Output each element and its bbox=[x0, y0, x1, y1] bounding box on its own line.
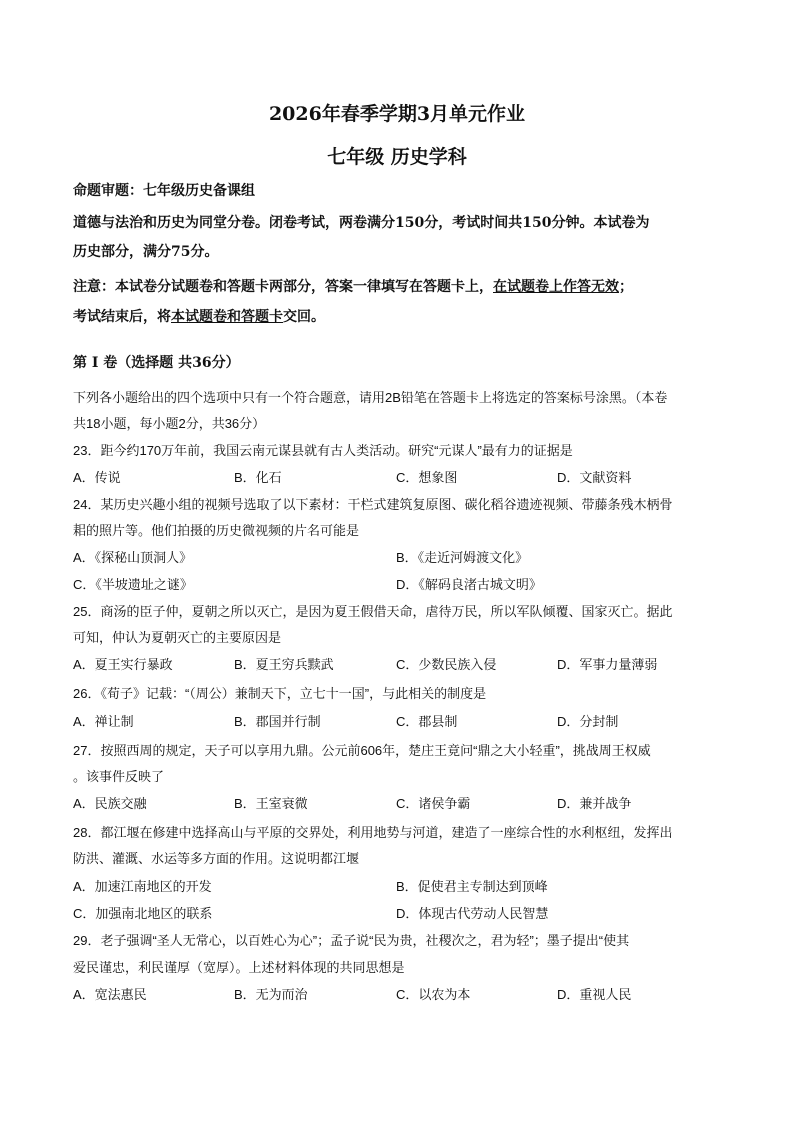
question-28-option-b: B．促使君主专制达到顶峰 bbox=[396, 879, 548, 894]
question-27-option-d: D．兼并战争 bbox=[557, 796, 632, 811]
question-26-stem: 26．《荀子》记载：“（周公）兼制天下，立七十一国”，与此相关的制度是 bbox=[73, 686, 487, 701]
notice-line-1 bbox=[73, 276, 633, 296]
notice2-underlined: 本试题卷和答题卡 bbox=[171, 309, 283, 325]
question-27-stem-1: 27．按照西周的规定，天子可以享用九鼎。公元前606年，楚庄王竟问“鼎之大小轻重”，挑战周王权威 bbox=[73, 743, 651, 758]
notice2-end: 交回。 bbox=[283, 309, 325, 325]
section-title: 第 I 卷（选择题 共36分） bbox=[73, 355, 240, 371]
question-29-stem-2: 爱民谨忠，利民谨厚（宽厚）。上述材料体现的共同思想是 bbox=[73, 960, 405, 975]
page-subtitle: 七年级 历史学科 bbox=[327, 146, 467, 168]
section-instructions-1: 下列各小题给出的四个选项中只有一个符合题意，请用2B铅笔在答题卡上将选定的答案标号涂黑。（本卷 bbox=[73, 390, 668, 405]
notice-punct: ； bbox=[619, 279, 633, 295]
question-25-stem-1: 25．商汤的臣子仲，夏朝之所以灭亡，是因为夏王假借天命，虐待万民，所以军队倾覆、国家灭亡。据此 bbox=[73, 604, 673, 619]
question-26-option-c: C．郡县制 bbox=[396, 714, 458, 729]
question-28-option-d: D．体现古代劳动人民智慧 bbox=[396, 906, 549, 921]
question-24-option-c: C．《半坡遗址之谜》 bbox=[73, 577, 193, 592]
question-28-stem-2: 防洪、灌溉、水运等多方面的作用。这说明都江堰 bbox=[73, 851, 360, 866]
notice-text: 注意：本试卷分试题卷和答题卡两部分，答案一律填写在答题卡上， bbox=[73, 279, 493, 295]
notice2-text: 考试结束后，将 bbox=[73, 309, 171, 325]
question-24-option-b: B．《走近河姆渡文化》 bbox=[396, 550, 529, 565]
question-29-option-d: D．重视人民 bbox=[557, 987, 632, 1002]
question-26-option-d: D．分封制 bbox=[557, 714, 619, 729]
question-24-stem-2: 耜的照片等。他们拍摄的历史微视频的片名可能是 bbox=[73, 523, 360, 538]
question-26-option-a: A．禅让制 bbox=[73, 714, 134, 729]
question-25-option-a: A．夏王实行暴政 bbox=[73, 657, 173, 672]
desc-line-1: 道德与法治和历史为同堂分卷。闭卷考试，两卷满分150分，考试时间共150分钟。本试卷为 bbox=[73, 215, 650, 231]
question-28-stem-1: 28．都江堰在修建中选择高山与平原的交界处，利用地势与河道，建造了一座综合性的水利枢纽，发挥出 bbox=[73, 825, 673, 840]
question-23-stem: 23．距今约170万年前，我国云南元谋县就有古人类活动。研究“元谋人”最有力的证据是 bbox=[73, 443, 573, 458]
notice-line-2 bbox=[73, 306, 325, 326]
question-23-option-a: A．传说 bbox=[73, 470, 121, 485]
question-28-option-c: C．加强南北地区的联系 bbox=[73, 906, 213, 921]
question-29-option-a: A．宽法惠民 bbox=[73, 987, 147, 1002]
question-25-option-c: C．少数民族入侵 bbox=[396, 657, 497, 672]
page-title: 2026年春季学期3月单元作业 bbox=[268, 103, 526, 125]
question-28-option-a: A．加速江南地区的开发 bbox=[73, 879, 212, 894]
question-23-option-b: B．化石 bbox=[234, 470, 282, 485]
question-26-option-b: B．郡国并行制 bbox=[234, 714, 321, 729]
question-27-option-b: B．王室衰微 bbox=[234, 796, 308, 811]
question-29-option-c: C．以农为本 bbox=[396, 987, 471, 1002]
question-27-stem-2: 。该事件反映了 bbox=[73, 769, 165, 784]
question-25-option-b: B．夏王穷兵黩武 bbox=[234, 657, 334, 672]
question-24-option-d: D．《解码良渚古城文明》 bbox=[396, 577, 542, 592]
author-line: 命题审题：七年级历史备课组 bbox=[73, 183, 255, 199]
question-24-option-a: A．《探秘山顶洞人》 bbox=[73, 550, 193, 565]
section-instructions-2: 共18小题，每小题2分，共36分） bbox=[73, 416, 266, 431]
question-23-option-d: D．文献资料 bbox=[557, 470, 632, 485]
question-29-stem-1: 29．老子强调“圣人无常心，以百姓心为心”；孟子说“民为贵，社稷次之，君为轻”；墨子提出“使其 bbox=[73, 933, 630, 948]
notice-underlined: 在试题卷上作答无效 bbox=[493, 279, 619, 295]
question-27-option-a: A．民族交融 bbox=[73, 796, 147, 811]
question-25-option-d: D．军事力量薄弱 bbox=[557, 657, 658, 672]
desc-line-2: 历史部分，满分75分。 bbox=[73, 244, 219, 260]
question-29-option-b: B．无为而治 bbox=[234, 987, 308, 1002]
question-24-stem-1: 24．某历史兴趣小组的视频号选取了以下素材：干栏式建筑复原图、碳化稻谷遗迹视频、带藤条残木柄骨 bbox=[73, 497, 673, 512]
question-23-option-c: C．想象图 bbox=[396, 470, 458, 485]
question-27-option-c: C．诸侯争霸 bbox=[396, 796, 471, 811]
question-25-stem-2: 可知，仲认为夏朝灭亡的主要原因是 bbox=[73, 630, 282, 645]
